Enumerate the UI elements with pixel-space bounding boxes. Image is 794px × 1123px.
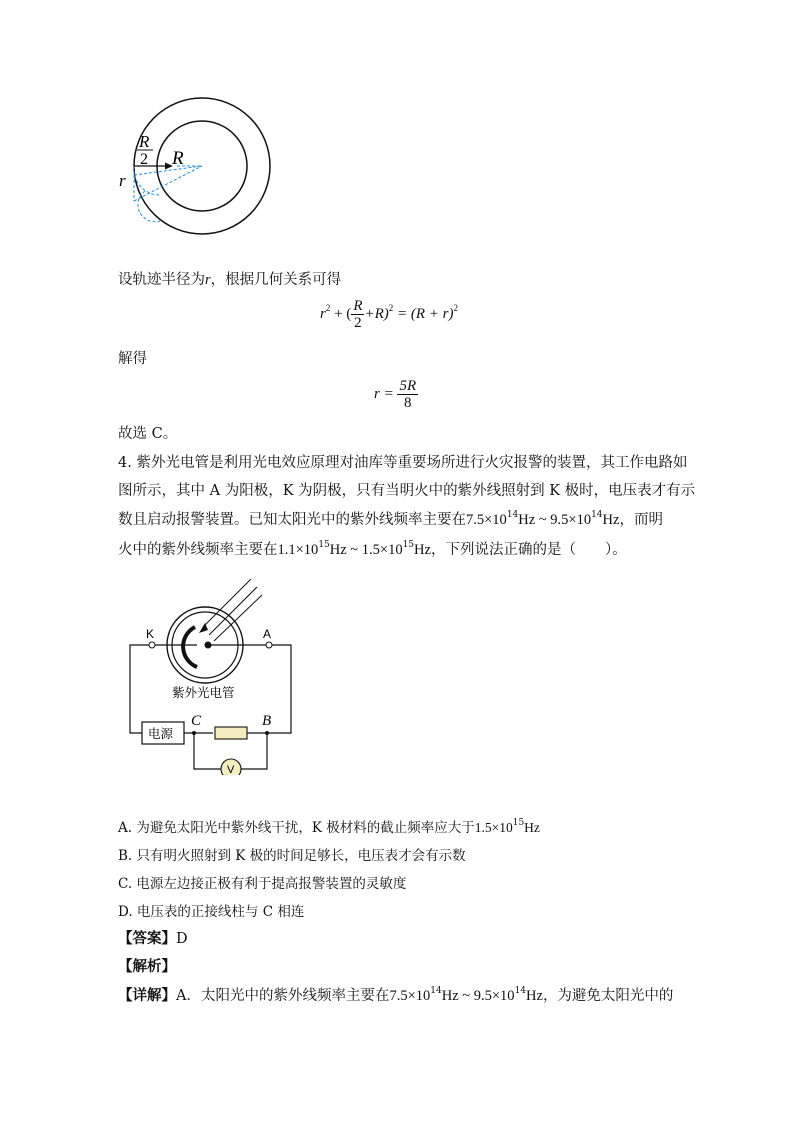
q4-line4-pre: 火中的紫外线频率主要在 xyxy=(118,542,278,558)
eq1-sq3: 2 xyxy=(453,302,458,313)
eq2-den: 8 xyxy=(404,395,412,411)
q4-line3-m3: Hz xyxy=(602,512,620,528)
answer-line xyxy=(118,929,188,949)
option-a-unit: Hz xyxy=(524,820,540,835)
label-a: A xyxy=(263,627,272,641)
label-tube: 紫外光电管 xyxy=(172,685,235,700)
resistor xyxy=(215,727,247,739)
eq1-plus: + ( xyxy=(330,305,352,322)
detail-m3: Hz xyxy=(526,988,543,1004)
radius-var: r xyxy=(205,272,211,288)
uv-ray-arrowhead xyxy=(199,623,208,633)
q4-line4-e1: 15 xyxy=(318,540,330,550)
eq1-mid: +R) xyxy=(364,305,389,322)
label-r-half-num: R xyxy=(139,132,150,151)
uv-photocell-circuit xyxy=(125,575,300,775)
option-b: B. 只有明火照射到 K 极的时间足够长，电压表才会有示数 xyxy=(118,848,466,864)
q4-line4-e2: 15 xyxy=(402,540,415,550)
detail-label: 【详解】 xyxy=(118,987,176,1004)
eq1-frac xyxy=(351,298,364,331)
detail-m1: 7.5×10 xyxy=(389,988,431,1004)
label-k: K xyxy=(146,627,155,641)
option-d: D. 电压表的正接线柱与 C 相连 xyxy=(118,904,305,920)
radius-statement-post: ，根据几何关系可得 xyxy=(210,272,342,288)
uv-ray-3 xyxy=(214,595,262,641)
wire-left xyxy=(130,645,149,733)
radius-statement xyxy=(118,270,341,290)
eq2-lhs: r = xyxy=(374,385,394,402)
analysis-label: 【解析】 xyxy=(118,958,176,975)
solve-label: 解得 xyxy=(118,351,147,367)
q4-line3-m1: 7.5×10 xyxy=(466,512,507,528)
detail-m2: Hz ~ 9.5×10 xyxy=(441,988,515,1004)
option-a xyxy=(118,818,540,838)
q4-line3-e2: 14 xyxy=(591,510,603,520)
choose-answer: 故选 C。 xyxy=(118,426,178,442)
q4-line-1: 4. 紫外光电管是利用光电效应原理对油库等重要场所进行火灾报警的装置，其工作电路如 xyxy=(118,455,688,471)
eq1-r: r xyxy=(320,305,326,322)
terminal-a xyxy=(266,642,272,648)
wire-right xyxy=(270,645,291,733)
q4-line-2: 图所示，其中 A 为阳极，K 为阴极，只有当明火中的紫外线照射到 K 极时，电压表才有示 xyxy=(118,483,696,499)
eq1-rhs: = (R + r) xyxy=(393,305,454,322)
label-b: B xyxy=(262,713,272,729)
eq1-frac-den: 2 xyxy=(354,315,362,331)
trajectory-arc xyxy=(134,166,160,195)
option-a-m: 1.5×10 xyxy=(474,820,513,835)
eq2-frac xyxy=(397,378,418,411)
q4-line3-e1: 14 xyxy=(506,510,519,520)
option-c: C. 电源左边接正极有利于提高报警装置的灵敏度 xyxy=(118,876,407,892)
q4-line4-post: ，下列说法正确的是（ ）。 xyxy=(430,542,627,558)
detail-e1: 14 xyxy=(430,986,442,996)
label-big-r: R xyxy=(172,148,184,169)
q4-line-3 xyxy=(118,510,663,530)
label-r-half-den: 2 xyxy=(140,151,148,168)
detail-post: ，为避免太阳光中的 xyxy=(542,988,674,1004)
q4-line3-post: ，而明 xyxy=(619,512,663,528)
eq2-num: 5R xyxy=(399,378,417,394)
q4-line-4 xyxy=(118,540,627,560)
q4-line4-m3: Hz xyxy=(414,542,431,558)
detail-e2: 14 xyxy=(514,986,527,996)
equation-1 xyxy=(320,298,458,331)
q4-line4-m2: Hz ~ 1.5×10 xyxy=(329,542,403,558)
eq1-sq2: 2 xyxy=(388,302,394,313)
cathode-k-plate xyxy=(183,627,197,667)
ring-trajectory-figure xyxy=(115,95,280,240)
q4-line3-pre: 数且启动报警装置。已知太阳光中的紫外线频率主要在 xyxy=(118,512,466,528)
terminal-k xyxy=(149,642,155,648)
label-c: C xyxy=(191,713,202,729)
detail-pre: A．太阳光中的紫外线频率主要在 xyxy=(176,988,390,1004)
q4-line3-m2: Hz ~ 9.5×10 xyxy=(518,512,592,528)
eq1-frac-num: R xyxy=(353,298,363,314)
answer-label: 【答案】 xyxy=(118,930,176,947)
equation-2 xyxy=(374,378,418,411)
answer-value: D xyxy=(176,931,188,947)
detail-line xyxy=(118,986,673,1006)
eq1-sq: 2 xyxy=(325,302,331,313)
label-v: V xyxy=(227,764,235,775)
radius-statement-pre: 设轨迹半径为 xyxy=(118,272,205,288)
option-a-text: A. 为避免太阳光中紫外线干扰，K 极材料的截止频率应大于 xyxy=(118,820,475,836)
q4-line4-m1: 1.1×10 xyxy=(277,542,319,558)
label-small-r: r xyxy=(119,171,126,190)
option-a-e: 15 xyxy=(512,818,525,828)
label-source: 电源 xyxy=(148,726,174,741)
